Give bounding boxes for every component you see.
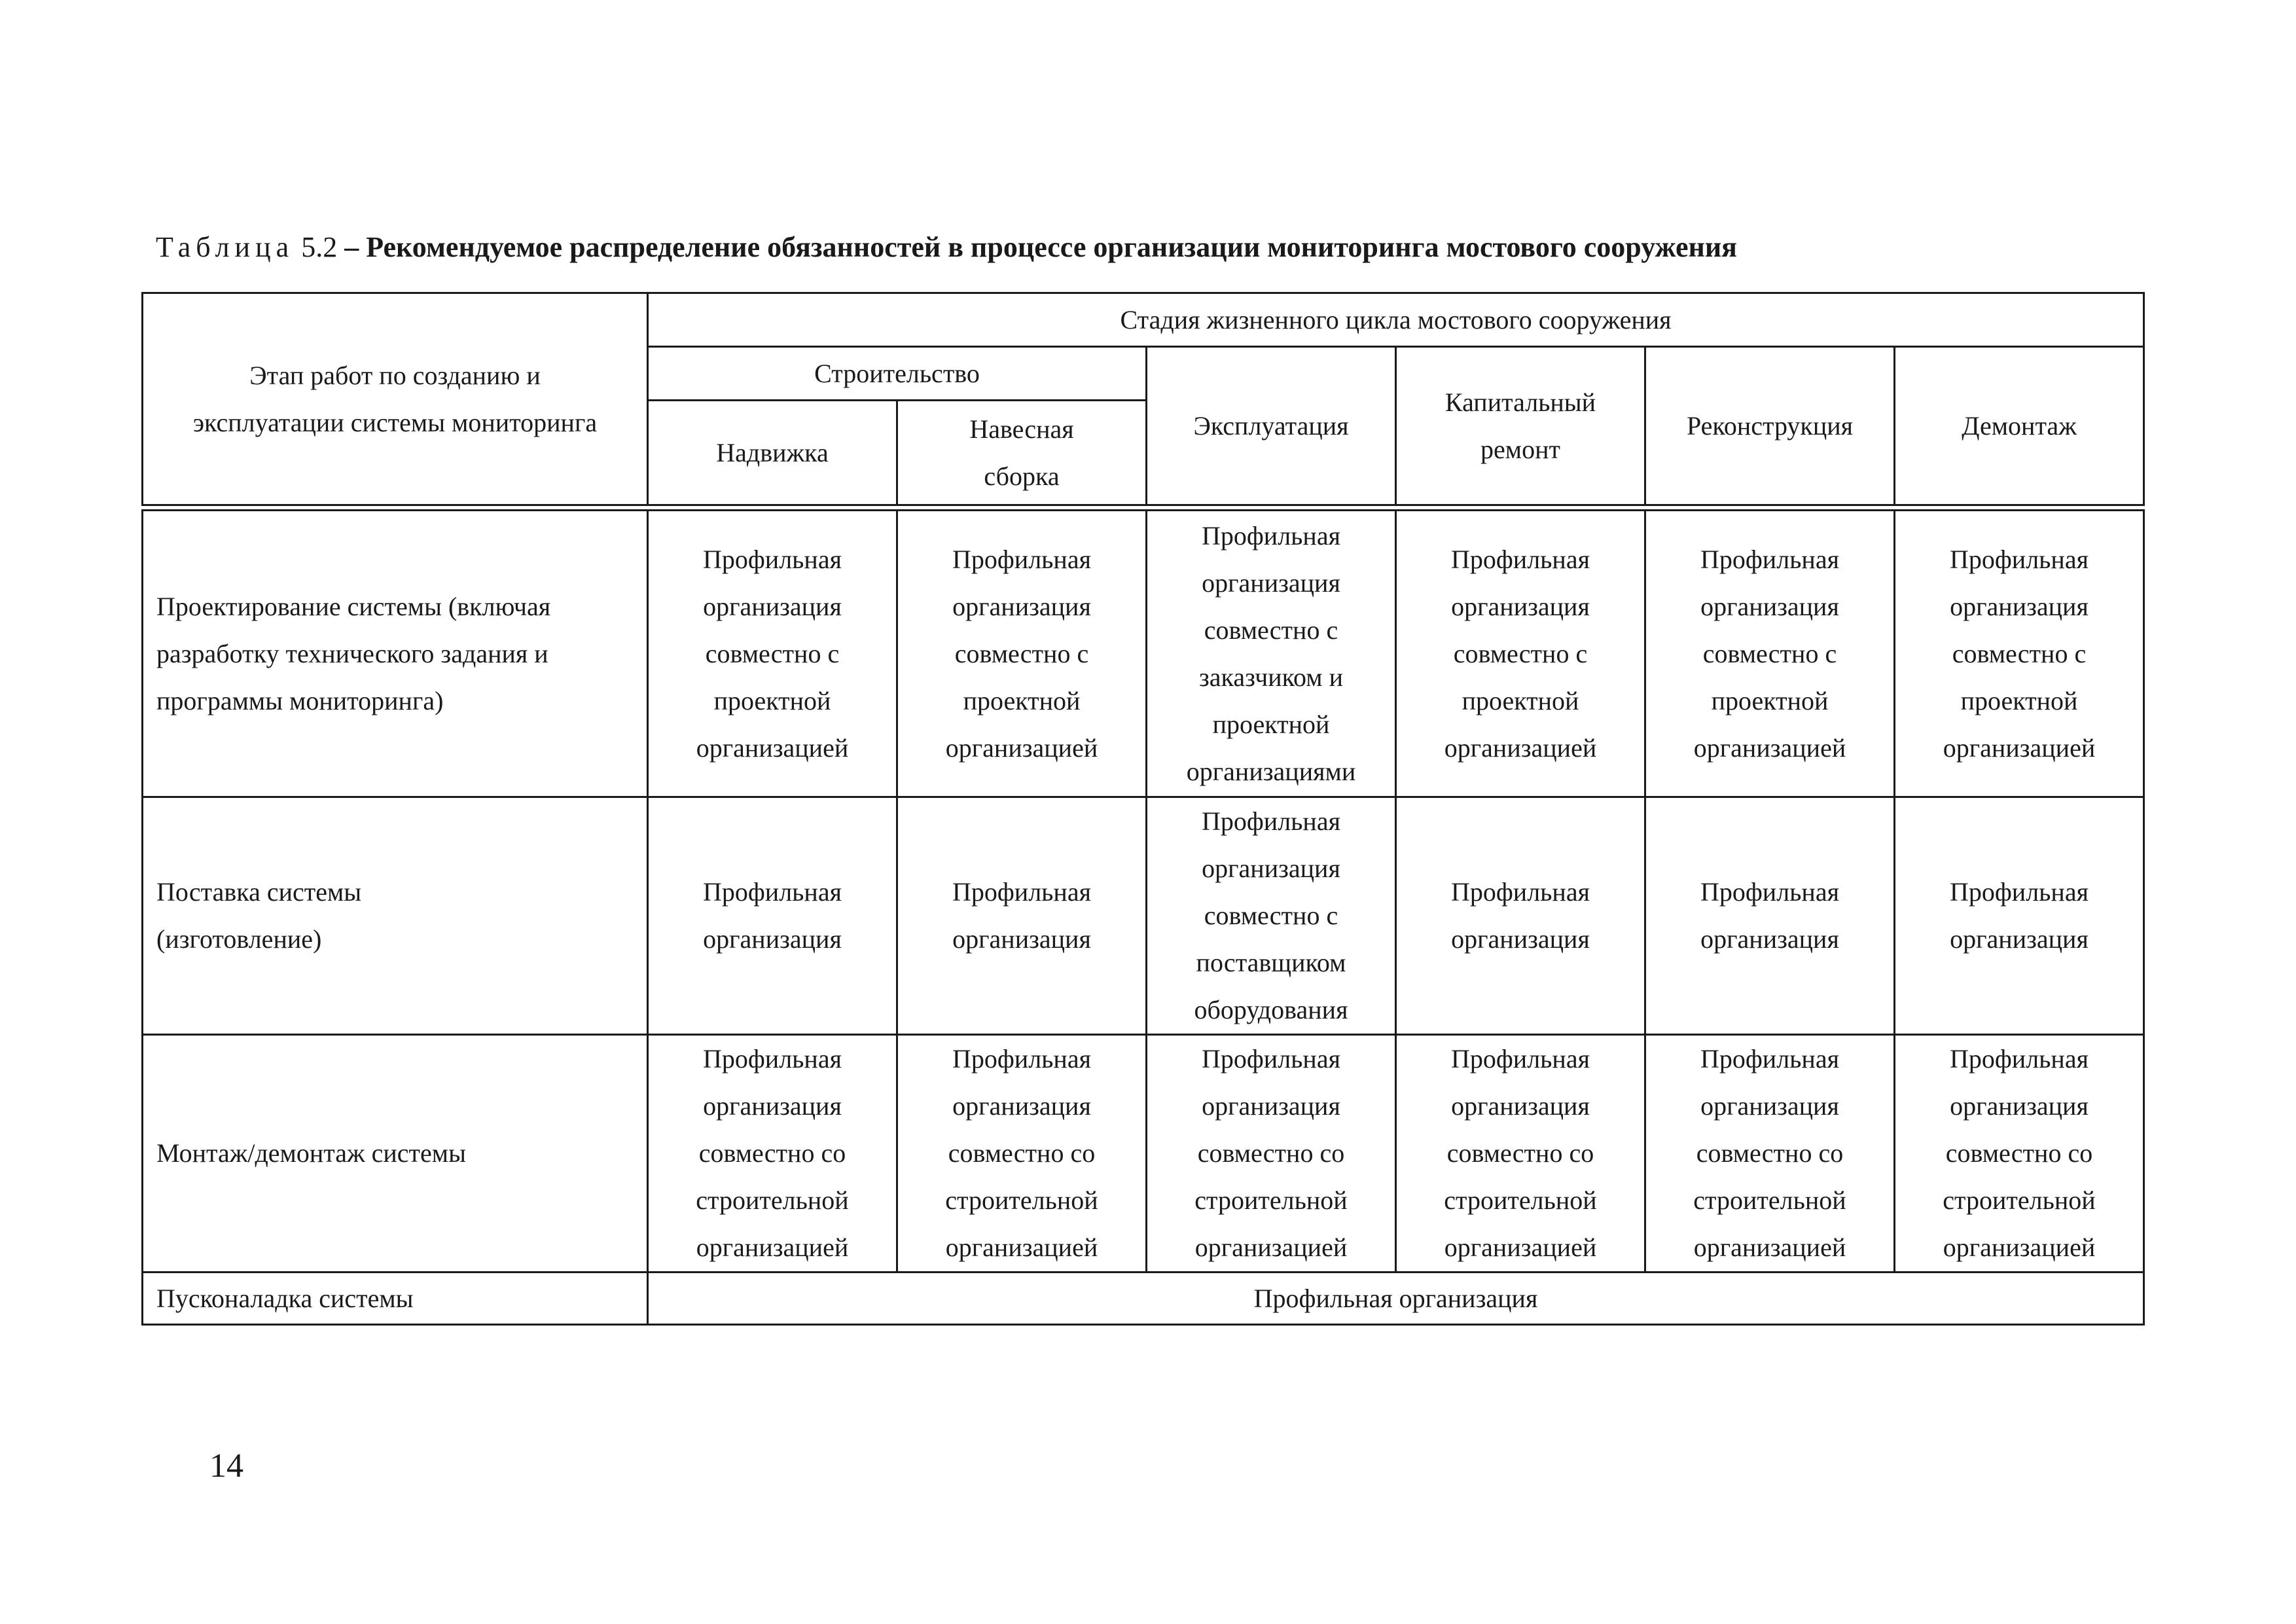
row-cell-line: Профильная: [952, 877, 1091, 907]
row-cell: [1396, 797, 1645, 1035]
row-cell-line: организацией: [1943, 1233, 2096, 1262]
row-cell-line: организацией: [945, 732, 1098, 763]
row-cell-line: совместно с: [1702, 638, 1837, 668]
row-cell-line: совместно с: [1453, 638, 1588, 668]
row-cell-line: организация: [703, 1091, 842, 1121]
row-cell-line: организация: [1451, 591, 1590, 621]
row-cell-line: Профильная: [703, 877, 842, 907]
row-stage-line: Монтаж/демонтаж системы: [156, 1138, 466, 1168]
row-cell: [648, 511, 897, 797]
row-cell-line: совместно с: [1204, 615, 1338, 645]
row-cell-line: совместно с: [705, 638, 840, 668]
table-header: [141, 292, 2145, 506]
table-row: [143, 511, 2144, 797]
row-cell-line: совместно с: [954, 638, 1089, 668]
row-stage-line: разработку технического задания и: [156, 638, 548, 668]
row-cell-line: Профильная: [1202, 1044, 1340, 1074]
row-cell-line: Профильная: [1950, 1044, 2089, 1074]
row-cell-line: проектной: [1212, 709, 1330, 739]
row-stage-line: Проектирование системы (включая: [156, 591, 551, 621]
row-cell-line: Профильная: [952, 1044, 1091, 1074]
row-cell-line: организация: [1700, 924, 1839, 954]
row-cell-line: оборудования: [1194, 995, 1348, 1024]
row-cell-line: поставщиком: [1196, 948, 1346, 977]
row-cell: [1895, 511, 2144, 797]
table-body: [141, 509, 2145, 1326]
row-stage: Пусконаладка системы: [143, 1272, 648, 1325]
row-cell-line: проектной: [1711, 685, 1829, 715]
row-cell-line: организация: [1451, 1091, 1590, 1121]
row-cell-line: строительной: [945, 1185, 1098, 1215]
row-cell-line: организация: [1950, 924, 2089, 954]
row-cell-line: организациями: [1186, 756, 1356, 786]
row-cell-line: организация: [1950, 591, 2089, 621]
row-cell-line: организацией: [696, 1233, 849, 1262]
header-push: Надвижка: [648, 401, 897, 505]
caption-title: – Рекомендуемое распределение обязанностей в процессе организации мониторинга мостового сооружения: [344, 231, 1737, 263]
row-stage-line: программы мониторинга): [156, 685, 444, 715]
row-cell-line: Профильная: [703, 544, 842, 574]
row-cell: [897, 1035, 1147, 1272]
row-cell-line: совместно с: [1952, 638, 2087, 668]
row-cell-line: организация: [703, 924, 842, 954]
row-stage-line: Поставка системы: [156, 877, 362, 907]
row-cell-line: совместно со: [948, 1138, 1096, 1168]
row-cell-line: организацией: [1444, 1233, 1597, 1262]
row-cell: [1396, 511, 1645, 797]
row-cell-line: Профильная: [1451, 544, 1590, 574]
row-cell-line: строительной: [1444, 1185, 1597, 1215]
header-stage-column: [143, 293, 648, 505]
row-cell-line: строительной: [696, 1185, 849, 1215]
row-cell-line: совместно со: [1446, 1138, 1594, 1168]
row-cell-line: проектной: [963, 685, 1081, 715]
row-cell-line: строительной: [1693, 1185, 1846, 1215]
table-caption: [156, 230, 1737, 265]
row-cell-line: организация: [952, 924, 1091, 954]
header-overhaul-line: ремонт: [1480, 434, 1560, 464]
row-cell-line: организация: [1202, 1091, 1340, 1121]
header-overhaul-line: Капитальный: [1444, 387, 1596, 417]
row-cell-line: Профильная: [1700, 877, 1839, 907]
row-cell-line: Профильная: [1451, 1044, 1590, 1074]
row-cell: [1645, 1035, 1895, 1272]
row-cell-line: совместно со: [1696, 1138, 1844, 1168]
header-dismantling: Демонтаж: [1895, 347, 2144, 505]
row-cell-line: организация: [1202, 568, 1340, 598]
row-cell-line: проектной: [1462, 685, 1579, 715]
row-cell-line: Профильная: [1950, 877, 2089, 907]
row-cell-line: Профильная: [1202, 520, 1340, 550]
caption-label: Таблица: [156, 231, 295, 263]
row-cell-line: Профильная: [1451, 877, 1590, 907]
row-cell-line: Профильная: [1700, 544, 1839, 574]
row-cell-line: совместно с: [1204, 901, 1338, 930]
row-cell-line: организация: [1202, 854, 1340, 883]
header-cantilever: [897, 401, 1147, 505]
row-cell-line: заказчиком и: [1198, 662, 1344, 692]
row-cell-line: строительной: [1943, 1185, 2096, 1215]
table-row: [143, 1272, 2144, 1325]
row-cell-line: совместно со: [1945, 1138, 2093, 1168]
row-cell-line: организацией: [1194, 1233, 1348, 1262]
row-stage-line: (изготовление): [156, 924, 322, 954]
row-cell: [1147, 1035, 1396, 1272]
row-cell-line: Профильная: [703, 1044, 842, 1074]
row-cell: [1895, 797, 2144, 1035]
row-stage: [143, 797, 648, 1035]
page-number: 14: [209, 1447, 243, 1485]
row-cell-line: организацией: [1693, 732, 1846, 763]
row-cell: [1645, 511, 1895, 797]
row-cell-line: Профильная: [1700, 1044, 1839, 1074]
row-stage: [143, 1035, 648, 1272]
row-cell-merged: Профильная организация: [648, 1272, 2144, 1325]
row-cell-line: организацией: [1444, 732, 1597, 763]
row-cell-line: организация: [1950, 1091, 2089, 1121]
row-cell: [1895, 1035, 2144, 1272]
header-overhaul: [1396, 347, 1645, 505]
header-lifecycle: Стадия жизненного цикла мостового сооружения: [648, 293, 2144, 347]
row-cell: [897, 797, 1147, 1035]
caption-number: 5.2: [294, 231, 345, 263]
row-cell: [1645, 797, 1895, 1035]
header-construction: Строительство: [648, 347, 1147, 401]
row-cell-line: проектной: [713, 685, 831, 715]
row-cell: [1147, 511, 1396, 797]
header-cantilever-line: Навесная: [969, 414, 1074, 444]
row-stage: [143, 511, 648, 797]
header-reconstruction: Реконструкция: [1645, 347, 1895, 505]
row-cell-line: организация: [1451, 924, 1590, 954]
row-cell: [1147, 797, 1396, 1035]
table-row: [143, 797, 2144, 1035]
row-cell-line: организацией: [945, 1233, 1098, 1262]
row-cell-line: организацией: [696, 732, 849, 763]
row-cell: [1396, 1035, 1645, 1272]
header-stage-line: Этап работ по созданию и: [249, 360, 541, 390]
row-cell-line: совместно со: [1197, 1138, 1345, 1168]
row-cell: [648, 1035, 897, 1272]
row-cell-line: Профильная: [1950, 544, 2089, 574]
row-cell-line: проектной: [1960, 685, 2078, 715]
row-cell-line: совместно со: [698, 1138, 846, 1168]
row-cell: [648, 797, 897, 1035]
row-cell-line: организацией: [1693, 1233, 1846, 1262]
row-cell-line: организация: [952, 591, 1091, 621]
row-cell-line: организация: [1700, 591, 1839, 621]
row-cell-line: организация: [1700, 1091, 1839, 1121]
header-stage-line: эксплуатации системы мониторинга: [192, 407, 598, 437]
row-cell-line: организация: [703, 591, 842, 621]
row-cell-line: Профильная: [952, 544, 1091, 574]
row-cell: [897, 511, 1147, 797]
row-cell-line: организация: [952, 1091, 1091, 1121]
row-cell-line: организацией: [1943, 732, 2096, 763]
row-cell-line: Профильная: [1202, 806, 1340, 836]
header-cantilever-line: сборка: [984, 461, 1060, 491]
table-row: [143, 1035, 2144, 1272]
header-operation: Эксплуатация: [1147, 347, 1396, 505]
row-cell-line: строительной: [1194, 1185, 1348, 1215]
